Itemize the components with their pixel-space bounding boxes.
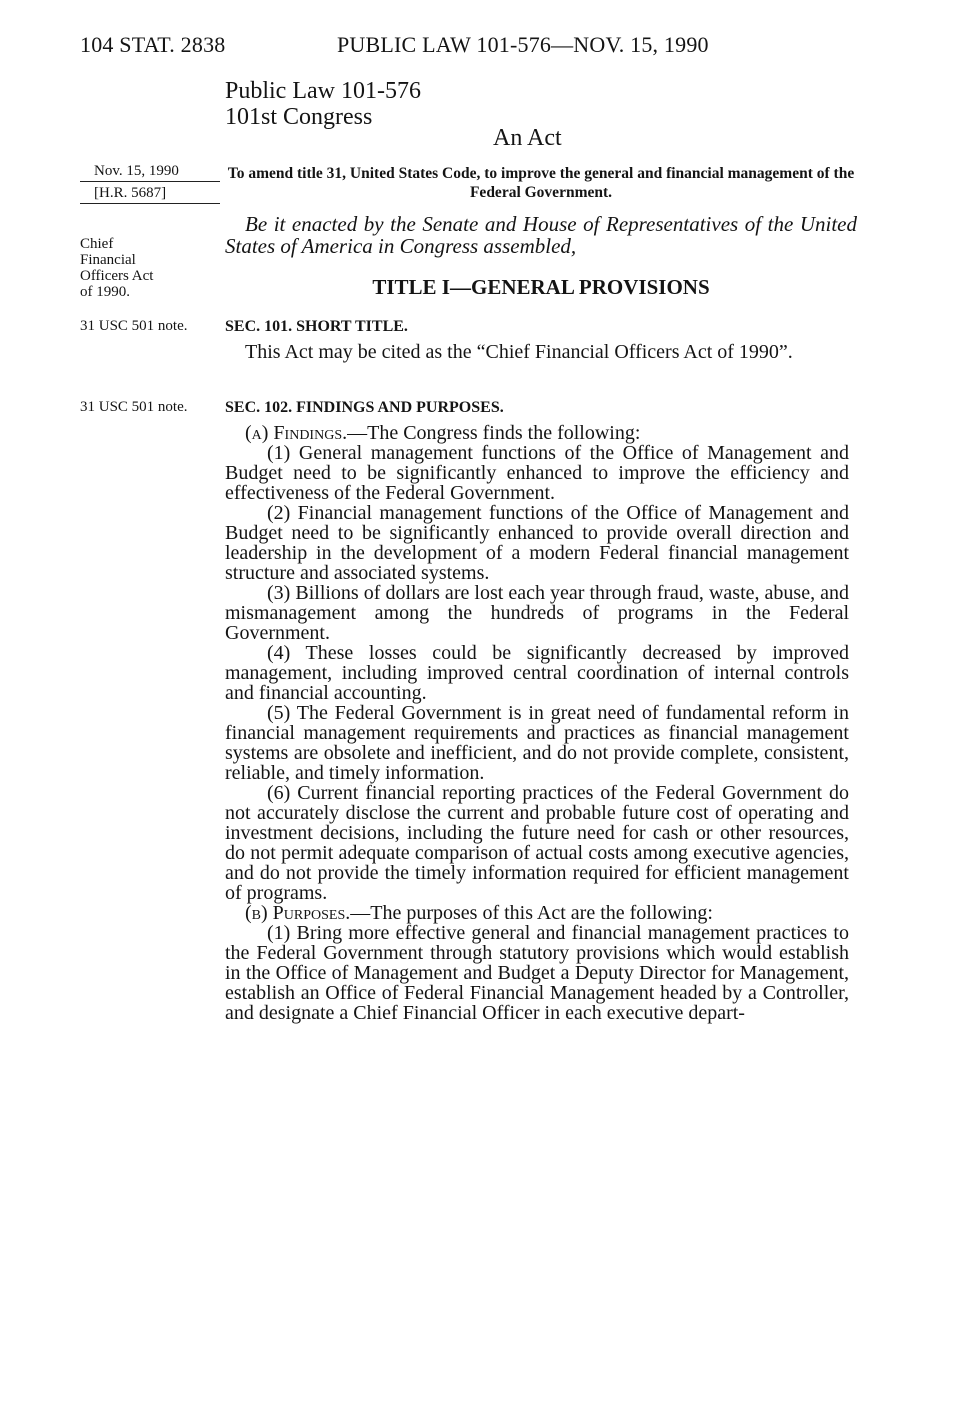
sec101-text: This Act may be cited as the “Chief Financial Officers Act of 1990”. [245, 341, 793, 363]
finding-item: (1) General management functions of the Office of Management and Budget need to be significantly enhanced to improve the efficiency and effectiveness of the Federal Government. [225, 442, 849, 504]
purpose-item: (1) Bring more effective general and financial management practices to the Federal Government through statutory provisions which would establish in the Office of Management and Budget a Deputy Director for Management, establish an Office of Federal Financial Management headed by a Controller, and designate a Chief Financial Officer in each executive depart- [225, 922, 849, 1024]
public-law-number: Public Law 101-576 [225, 78, 421, 104]
margin-rule-bottom [80, 203, 220, 204]
margin-short-title-line: Chief [80, 236, 114, 252]
purposes-label: (b) Purposes. [245, 902, 351, 924]
running-header-law: PUBLIC LAW 101-576—NOV. 15, 1990 [337, 32, 709, 57]
finding-item: (5) The Federal Government is in great need of fundamental reform in financial management requirements and practices as financial management systems are obsolete and inefficient, and do not provide complete, consistent, reliable, and timely information. [225, 702, 849, 784]
congress-number: 101st Congress [225, 104, 373, 130]
margin-short-title-line: of 1990. [80, 284, 130, 300]
page-stat-citation: 104 STAT. 2838 [80, 32, 226, 57]
finding-item: (3) Billions of dollars are lost each year through fraud, waste, abuse, and mismanagement among the hundreds of programs in the Federal Government. [225, 582, 849, 644]
margin-short-title-note [80, 236, 153, 300]
finding-item: (4) These losses could be significantly decreased by improved management, including improved central coordination of internal controls and financial accounting. [225, 642, 849, 704]
enacting-clause: Be it enacted by the Senate and House of Representatives of the United States of America in Congress assembled, [225, 212, 857, 258]
sec102-heading: SEC. 102. FINDINGS AND PURPOSES. [225, 399, 504, 416]
title-heading: TITLE I—GENERAL PROVISIONS [372, 275, 710, 299]
sec101-heading: SEC. 101. SHORT TITLE. [225, 318, 408, 335]
findings-intro: —The Congress finds the following: [347, 422, 641, 444]
margin-bill-number: [H.R. 5687] [94, 185, 167, 201]
margin-rule-top [80, 181, 220, 182]
finding-item: (6) Current financial reporting practices of the Federal Government do not accurately disclose the current and probable future cost of operating and investment decisions, including the future need for cash or other resources, do not permit adequate comparison of actual costs among executive agencies, and do not provide the timely information required for efficient management of programs. [225, 782, 849, 904]
margin-short-title-line: Financial [80, 252, 136, 268]
findings-label: (a) Findings. [245, 422, 348, 444]
purposes-intro: —The purposes of this Act are the following: [350, 902, 713, 924]
margin-date: Nov. 15, 1990 [94, 163, 179, 179]
margin-short-title-line: Officers Act [80, 268, 154, 284]
margin-sec102-usc-note: 31 USC 501 note. [80, 399, 188, 415]
an-act-heading: An Act [493, 125, 562, 151]
margin-sec101-usc-note: 31 USC 501 note. [80, 318, 188, 334]
sec102-body [225, 423, 849, 1023]
sec101-body [225, 342, 849, 362]
finding-item: (2) Financial management functions of the Office of Management and Budget need to be significantly enhanced to provide overall direction and leadership in the development of a modern Federal financial management structure and associated systems. [225, 502, 849, 584]
public-law-title [225, 78, 421, 130]
act-summary: To amend title 31, United States Code, to improve the general and financial management of the Federal Government. [227, 165, 855, 201]
purposes-paragraph [225, 903, 849, 923]
findings-paragraph [225, 423, 849, 443]
